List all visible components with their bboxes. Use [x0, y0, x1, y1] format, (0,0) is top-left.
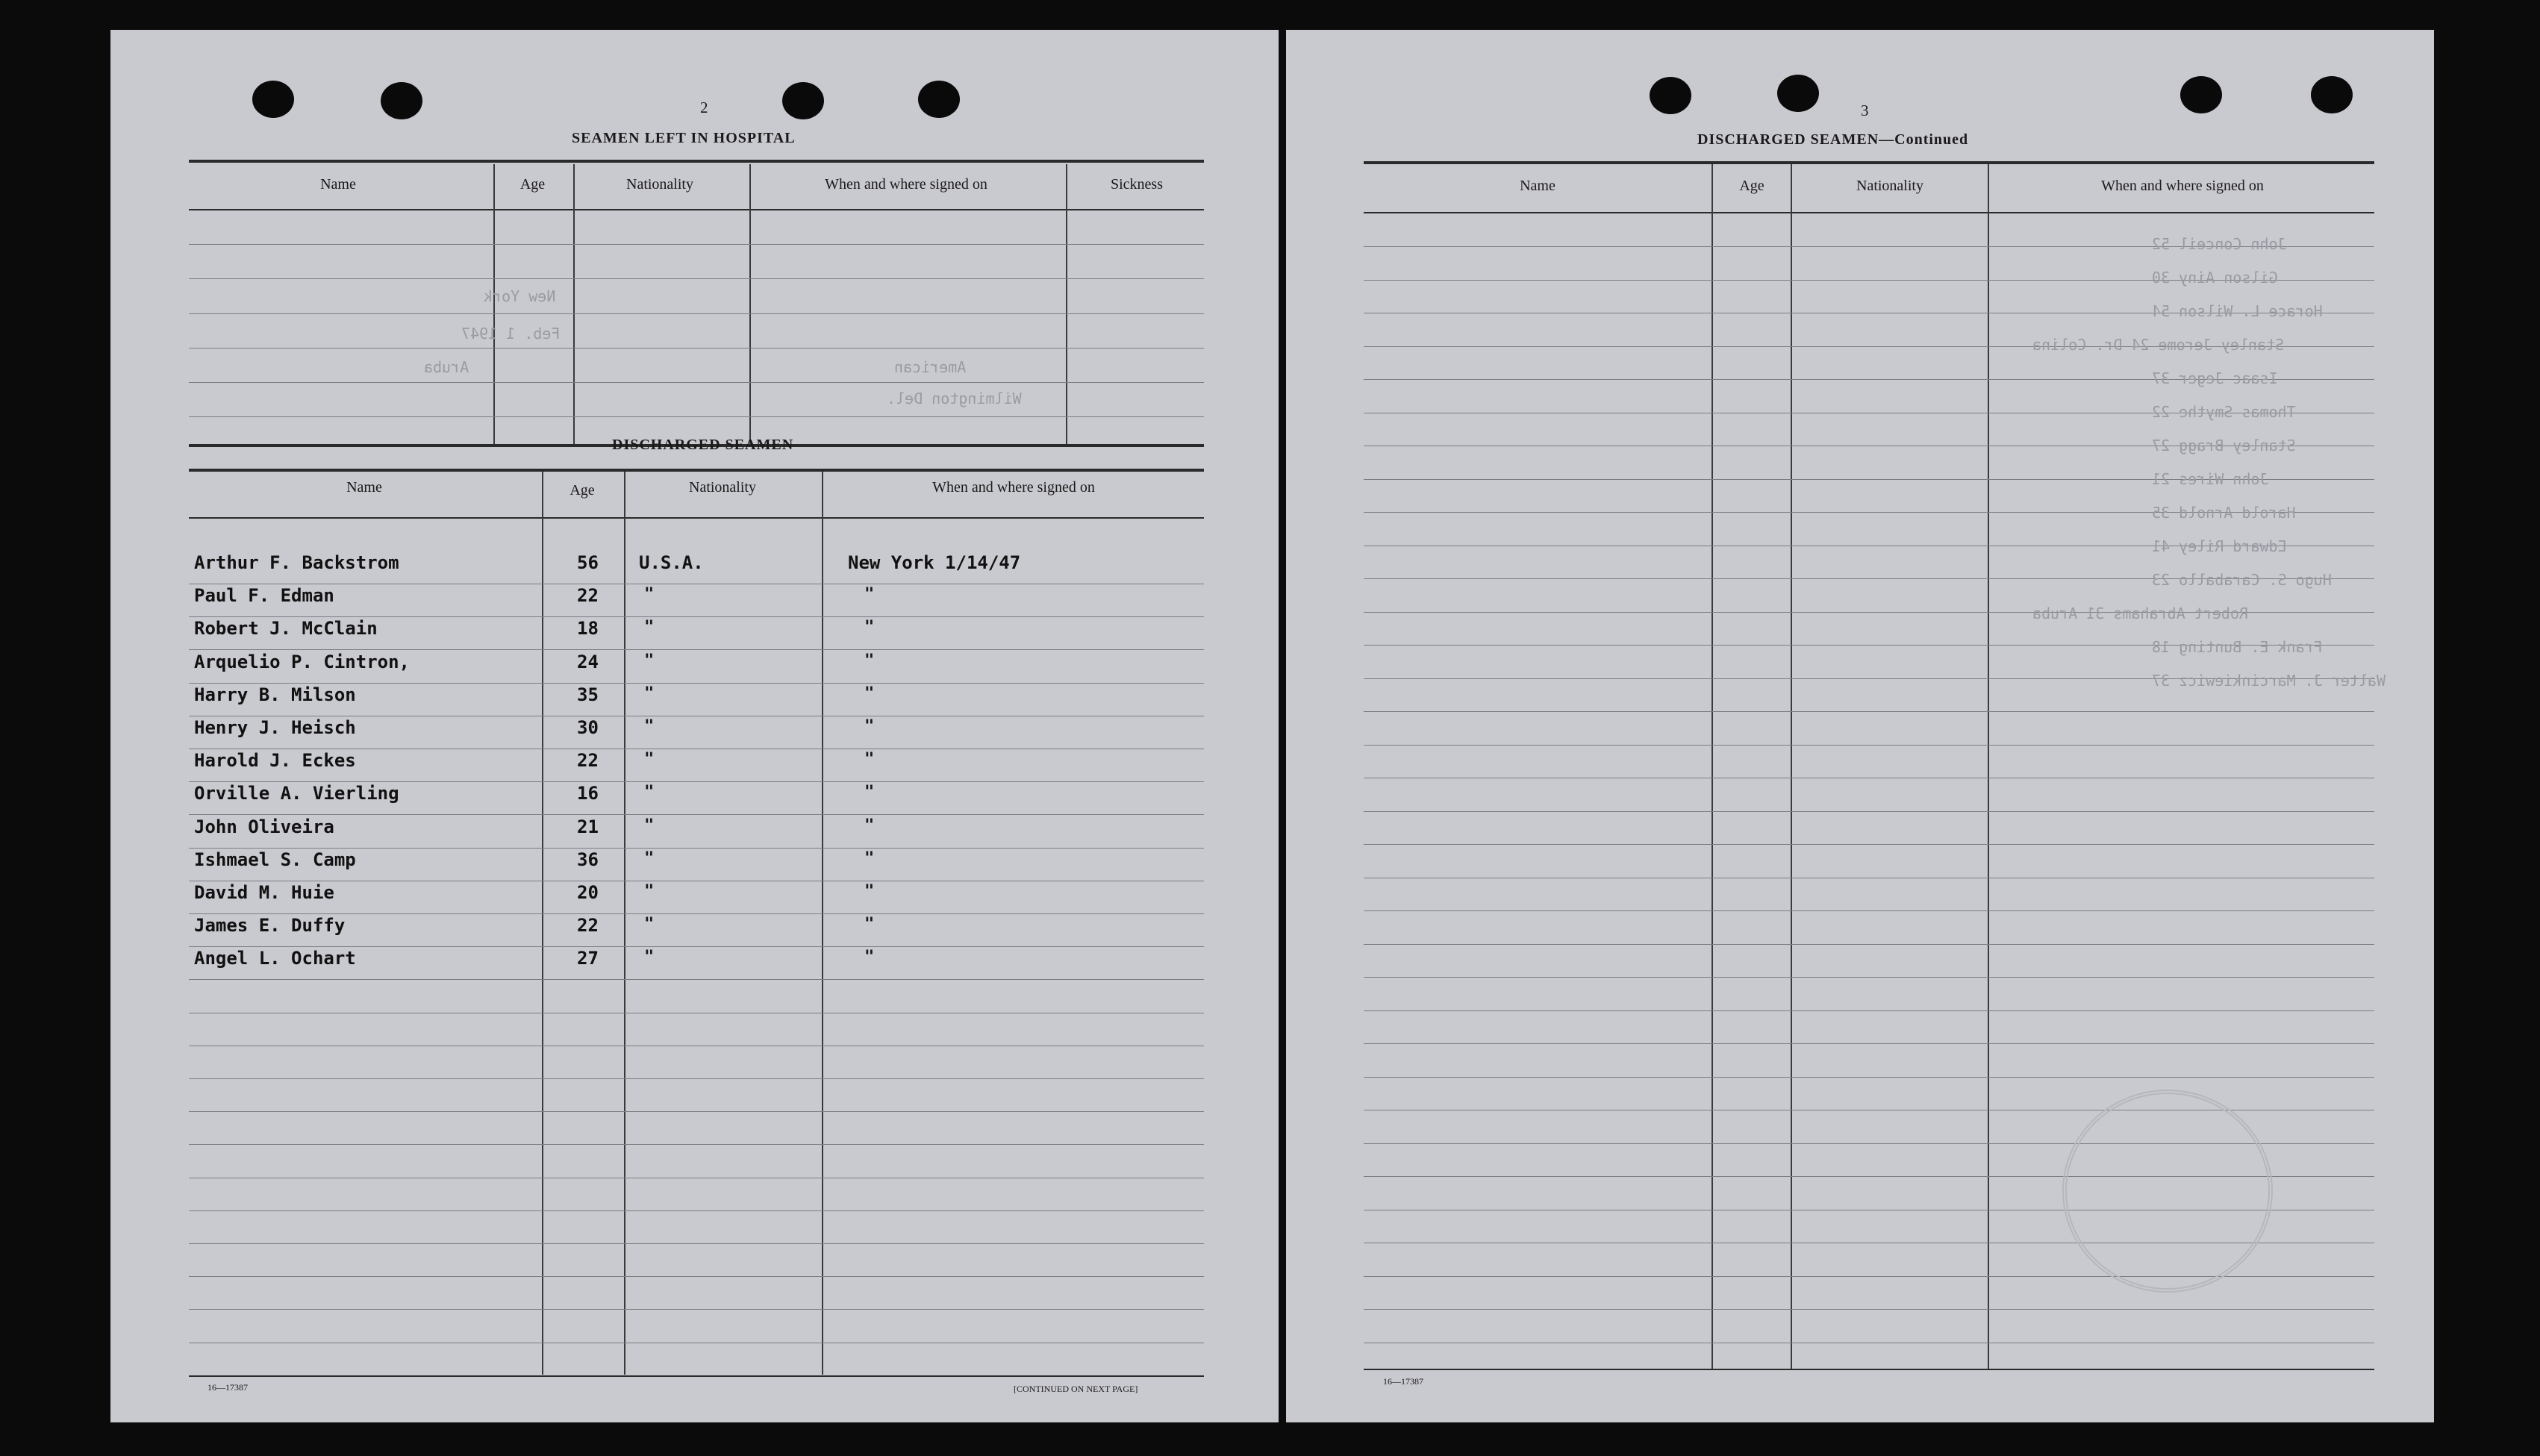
seaman-age: 22	[577, 750, 599, 771]
seaman-name: Arquelio P. Cintron,	[194, 652, 410, 672]
table-rule	[189, 313, 1204, 314]
punch-hole	[2180, 76, 2222, 113]
table-rule	[189, 382, 1204, 383]
seaman-age: 18	[577, 618, 599, 639]
seaman-name: John Oliveira	[194, 816, 334, 837]
table-rule	[189, 979, 1204, 980]
table-border	[189, 160, 1204, 163]
continued-note: [CONTINUED ON NEXT PAGE]	[1014, 1384, 1138, 1394]
column-header-signed-on: When and where signed on	[825, 176, 987, 193]
seaman-age: 16	[577, 783, 599, 804]
seaman-age: 22	[577, 915, 599, 936]
seaman-signed-on: New York 1/14/47	[848, 552, 1021, 573]
column-divider	[1066, 164, 1067, 444]
ditto-mark: "	[644, 816, 655, 835]
bleed-through-text: Feb. 1 1947	[461, 325, 561, 343]
column-divider	[822, 472, 823, 1375]
page-number: 2	[700, 99, 708, 116]
seaman-name: Angel L. Ochart	[194, 948, 356, 969]
ditto-mark: "	[644, 684, 655, 703]
ditto-mark: "	[864, 585, 875, 604]
table-rule	[189, 814, 1204, 815]
hospital-heading: SEAMEN LEFT IN HOSPITAL	[572, 130, 796, 146]
table-rule	[189, 848, 1204, 849]
table-rule	[189, 649, 1204, 650]
bleed-through-text: Thomas Smythe 22	[2152, 403, 2296, 421]
table-rule	[189, 348, 1204, 349]
seaman-name: Harry B. Milson	[194, 684, 356, 705]
punch-hole	[1650, 77, 1691, 114]
discharged-continued-heading: DISCHARGED SEAMEN—Continued	[1697, 131, 1969, 148]
round-stamp	[2062, 1090, 2273, 1293]
header-rule	[1364, 212, 2374, 213]
ditto-mark: "	[644, 652, 655, 670]
table-border	[189, 469, 1204, 472]
bleed-through-text: Wilmington Del.	[887, 390, 1022, 407]
ditto-mark: "	[644, 585, 655, 604]
ditto-mark: "	[864, 816, 875, 835]
seaman-name: James E. Duffy	[194, 915, 346, 936]
ditto-mark: "	[864, 783, 875, 802]
ditto-mark: "	[864, 948, 875, 966]
punch-hole	[782, 82, 824, 119]
ditto-mark: "	[644, 948, 655, 966]
bleed-through-text: Edward Riley 41	[2152, 537, 2287, 555]
table-rule	[1364, 1309, 2374, 1310]
ditto-mark: "	[864, 618, 875, 637]
column-divider	[1791, 164, 1792, 1369]
seaman-age: 27	[577, 948, 599, 969]
table-rule	[189, 913, 1204, 914]
seaman-name: Harold J. Eckes	[194, 750, 356, 771]
bleed-through-text: John Conceil 52	[2152, 235, 2287, 253]
table-rule	[1364, 910, 2374, 911]
ditto-mark: "	[644, 618, 655, 637]
bleed-through-text: Walter J. Marcinkiewicz 37	[2152, 672, 2386, 690]
column-header-sickness: Sickness	[1111, 176, 1163, 193]
column-header-nationality: Nationality	[626, 176, 693, 193]
bleed-through-text: Aruba	[424, 358, 469, 376]
table-rule	[1364, 1043, 2374, 1044]
seaman-age: 24	[577, 652, 599, 672]
seaman-age: 30	[577, 717, 599, 738]
table-rule	[1364, 1010, 2374, 1011]
seaman-name: Paul F. Edman	[194, 585, 334, 606]
ditto-mark: "	[864, 915, 875, 934]
left-page	[110, 30, 1279, 1422]
header-rule	[189, 517, 1204, 519]
bleed-through-text: Stanley Bragg 27	[2152, 437, 2296, 454]
seaman-age: 21	[577, 816, 599, 837]
table-rule	[189, 1243, 1204, 1244]
seaman-nationality: U.S.A.	[639, 552, 704, 573]
bleed-through-text: Gilson Ainy 30	[2152, 269, 2278, 287]
form-number: 16—17387	[207, 1382, 248, 1393]
table-border	[1364, 161, 2374, 164]
bleed-through-text: Horace L. Wilson 54	[2152, 302, 2323, 320]
ditto-mark: "	[864, 849, 875, 868]
form-number: 16—17387	[1383, 1376, 1423, 1387]
seaman-name: David M. Huie	[194, 882, 334, 903]
column-divider	[1711, 164, 1713, 1369]
bleed-through-text: Robert Abrahams 31 Aruba	[2032, 604, 2248, 622]
column-header-signed-on: When and where signed on	[932, 479, 1095, 496]
ditto-mark: "	[644, 849, 655, 868]
seaman-name: Ishmael S. Camp	[194, 849, 356, 870]
ditto-mark: "	[864, 684, 875, 703]
table-rule	[189, 278, 1204, 279]
column-header-nationality: Nationality	[689, 479, 756, 496]
table-rule	[189, 244, 1204, 245]
ditto-mark: "	[644, 783, 655, 802]
punch-hole	[918, 81, 960, 118]
column-divider	[573, 164, 575, 444]
table-rule	[1364, 745, 2374, 746]
punch-hole	[2311, 76, 2353, 113]
ditto-mark: "	[644, 915, 655, 934]
column-divider	[1988, 164, 1989, 1369]
seaman-age: 20	[577, 882, 599, 903]
ditto-mark: "	[864, 750, 875, 769]
seaman-name: Arthur F. Backstrom	[194, 552, 399, 573]
table-rule	[189, 416, 1204, 417]
discharged-heading: DISCHARGED SEAMEN	[612, 437, 794, 453]
table-rule	[1364, 977, 2374, 978]
bleed-through-text: Frank E. Bunting 18	[2152, 638, 2323, 656]
table-rule	[189, 1111, 1204, 1112]
table-rule	[1364, 811, 2374, 812]
punch-hole	[381, 82, 422, 119]
table-border	[189, 1375, 1204, 1377]
ditto-mark: "	[864, 652, 875, 670]
bleed-through-text: American	[894, 358, 967, 376]
column-divider	[542, 472, 543, 1375]
table-rule	[189, 1276, 1204, 1277]
page-number: 3	[1861, 101, 1869, 119]
column-header-age: Age	[519, 176, 546, 193]
ditto-mark: "	[644, 750, 655, 769]
right-page	[1286, 30, 2434, 1422]
seaman-name: Robert J. McClain	[194, 618, 378, 639]
seaman-age: 22	[577, 585, 599, 606]
bleed-through-text: John Wires 21	[2152, 470, 2269, 488]
table-rule	[189, 1078, 1204, 1079]
ditto-mark: "	[864, 882, 875, 901]
column-header-nationality: Nationality	[1856, 178, 1923, 194]
column-header-age: Age	[570, 482, 595, 499]
table-rule	[189, 1309, 1204, 1310]
column-header-name: Name	[346, 479, 382, 496]
table-rule	[189, 781, 1204, 782]
column-header-age: Age	[1739, 178, 1764, 194]
bleed-through-text: Stanley Jerome 24 Dr. Colina	[2032, 336, 2285, 354]
bleed-through-text: Hugo S. Caraballo 23	[2152, 571, 2332, 589]
table-rule	[1364, 944, 2374, 945]
table-rule	[189, 946, 1204, 947]
bleed-through-text: Harold Arnold 35	[2152, 504, 2296, 522]
column-divider	[749, 164, 751, 444]
table-rule	[189, 1144, 1204, 1145]
table-rule	[189, 683, 1204, 684]
bleed-through-text: New York	[484, 287, 556, 305]
table-rule	[1364, 1077, 2374, 1078]
column-header-name: Name	[320, 176, 356, 193]
ditto-mark: "	[644, 717, 655, 736]
table-border	[1364, 1369, 2374, 1370]
table-rule	[189, 1210, 1204, 1211]
ditto-mark: "	[644, 882, 655, 901]
punch-hole	[1777, 75, 1819, 112]
bleed-through-text: Isaac Jeger 37	[2152, 369, 2278, 387]
seaman-name: Henry J. Heisch	[194, 717, 356, 738]
ditto-mark: "	[864, 717, 875, 736]
seaman-age: 56	[577, 552, 599, 573]
table-rule	[1364, 711, 2374, 712]
column-divider	[624, 472, 625, 1375]
seaman-age: 36	[577, 849, 599, 870]
header-rule	[189, 209, 1204, 210]
seaman-age: 35	[577, 684, 599, 705]
table-rule	[189, 616, 1204, 617]
column-header-name: Name	[1520, 178, 1555, 194]
seaman-name: Orville A. Vierling	[194, 783, 399, 804]
table-rule	[1364, 844, 2374, 845]
punch-hole	[252, 81, 294, 118]
column-header-signed-on: When and where signed on	[2101, 178, 2264, 194]
